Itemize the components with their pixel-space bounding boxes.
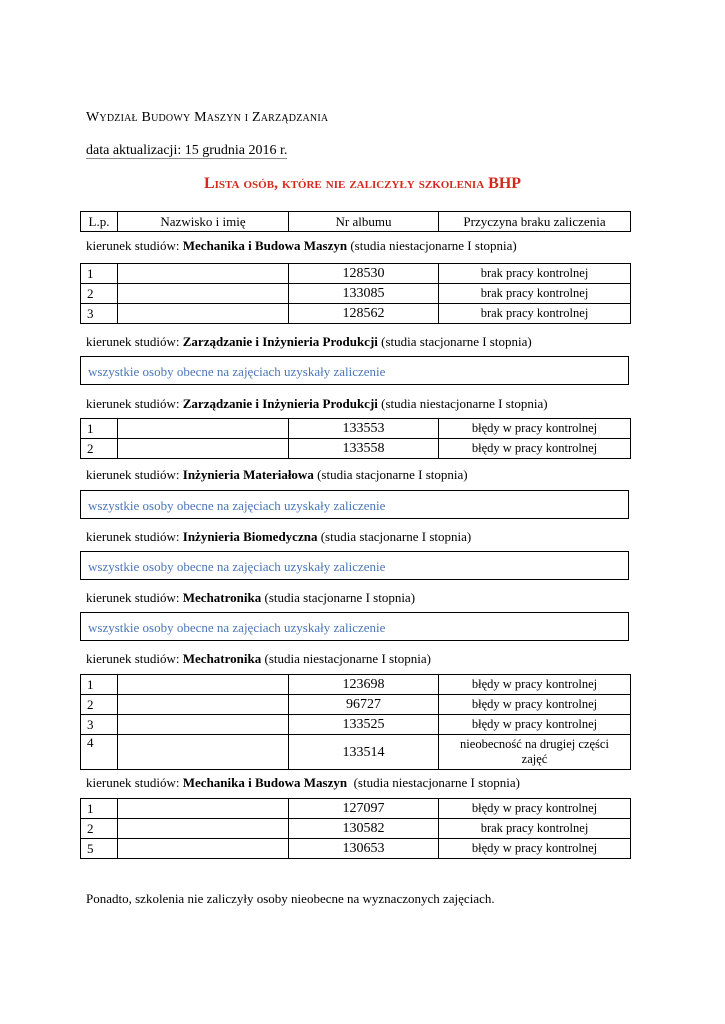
header-album: Nr albumu xyxy=(289,212,439,232)
section-label: kierunek studiów: Mechatronika (studia niestacjonarne I stopnia) xyxy=(86,651,431,666)
field-name: Mechanika i Budowa Maszyn xyxy=(182,238,348,253)
table-row: 3 128562 brak pracy kontrolnej xyxy=(81,304,631,324)
all-passed-note: wszystkie osoby obecne na zajęciach uzyskały zaliczenie xyxy=(80,551,629,580)
field-name: Zarządzanie i Inżynieria Produkcji xyxy=(182,396,378,411)
field-name: Mechatronika xyxy=(182,590,262,605)
section-label: kierunek studiów: Zarządzanie i Inżynieria Produkcji (studia stacjonarne I stopnia) xyxy=(86,334,532,349)
page-title: Lista osób, które nie zaliczyły szkolenia BHP xyxy=(203,175,522,192)
section-label: kierunek studiów: Zarządzanie i Inżynieria Produkcji (studia niestacjonarne I stopnia) xyxy=(86,396,548,411)
field-name: Inżynieria Biomedyczna xyxy=(182,529,318,544)
table-row: 4 133514 nieobecność na drugiej części zajęć xyxy=(81,735,631,770)
table-row: 2 133558 błędy w pracy kontrolnej xyxy=(81,439,631,459)
table-row: 2 130582 brak pracy kontrolnej xyxy=(81,819,631,839)
all-passed-note: wszystkie osoby obecne na zajęciach uzyskały zaliczenie xyxy=(80,612,629,641)
table-header xyxy=(80,211,631,232)
results-table xyxy=(80,418,631,459)
all-passed-note: wszystkie osoby obecne na zajęciach uzyskały zaliczenie xyxy=(80,356,629,385)
faculty-name: Wydział Budowy Maszyn i Zarządzania xyxy=(86,110,329,125)
field-name: Mechanika i Budowa Maszyn xyxy=(182,775,348,790)
section-label: kierunek studiów: Inżynieria Biomedyczna (studia stacjonarne I stopnia) xyxy=(86,529,472,544)
table-row: 1 133553 błędy w pracy kontrolnej xyxy=(81,419,631,439)
all-passed-note: wszystkie osoby obecne na zajęciach uzyskały zaliczenie xyxy=(80,490,629,519)
field-name: Mechatronika xyxy=(182,651,262,666)
results-table xyxy=(80,263,631,324)
header-lp: L.p. xyxy=(81,212,118,232)
footer-note: Ponadto, szkolenia nie zaliczyły osoby nieobecne na wyznaczonych zajęciach. xyxy=(86,891,495,906)
section-label: kierunek studiów: Inżynieria Materiałowa (studia stacjonarne I stopnia) xyxy=(86,467,468,482)
results-table xyxy=(80,674,631,770)
section-label: kierunek studiów: Mechanika i Budowa Maszyn (studia niestacjonarne I stopnia) xyxy=(86,775,521,790)
field-name: Zarządzanie i Inżynieria Produkcji xyxy=(182,334,378,349)
update-date: data aktualizacji: 15 grudnia 2016 r. xyxy=(86,143,288,158)
results-table xyxy=(80,798,631,859)
table-row: 1 127097 błędy w pracy kontrolnej xyxy=(81,799,631,819)
table-row: 2 133085 brak pracy kontrolnej xyxy=(81,284,631,304)
table-row: 5 130653 błędy w pracy kontrolnej xyxy=(81,839,631,859)
header-reason: Przyczyna braku zaliczenia xyxy=(439,212,631,232)
table-row: 1 123698 błędy w pracy kontrolnej xyxy=(81,675,631,695)
field-name: Inżynieria Materiałowa xyxy=(182,467,314,482)
table-row: 3 133525 błędy w pracy kontrolnej xyxy=(81,715,631,735)
section-label: kierunek studiów: Mechanika i Budowa Maszyn (studia niestacjonarne I stopnia) xyxy=(86,238,517,253)
table-row: 2 96727 błędy w pracy kontrolnej xyxy=(81,695,631,715)
header-name: Nazwisko i imię xyxy=(118,212,289,232)
table-row: 1 128530 brak pracy kontrolnej xyxy=(81,264,631,284)
section-label: kierunek studiów: Mechatronika (studia stacjonarne I stopnia) xyxy=(86,590,416,605)
